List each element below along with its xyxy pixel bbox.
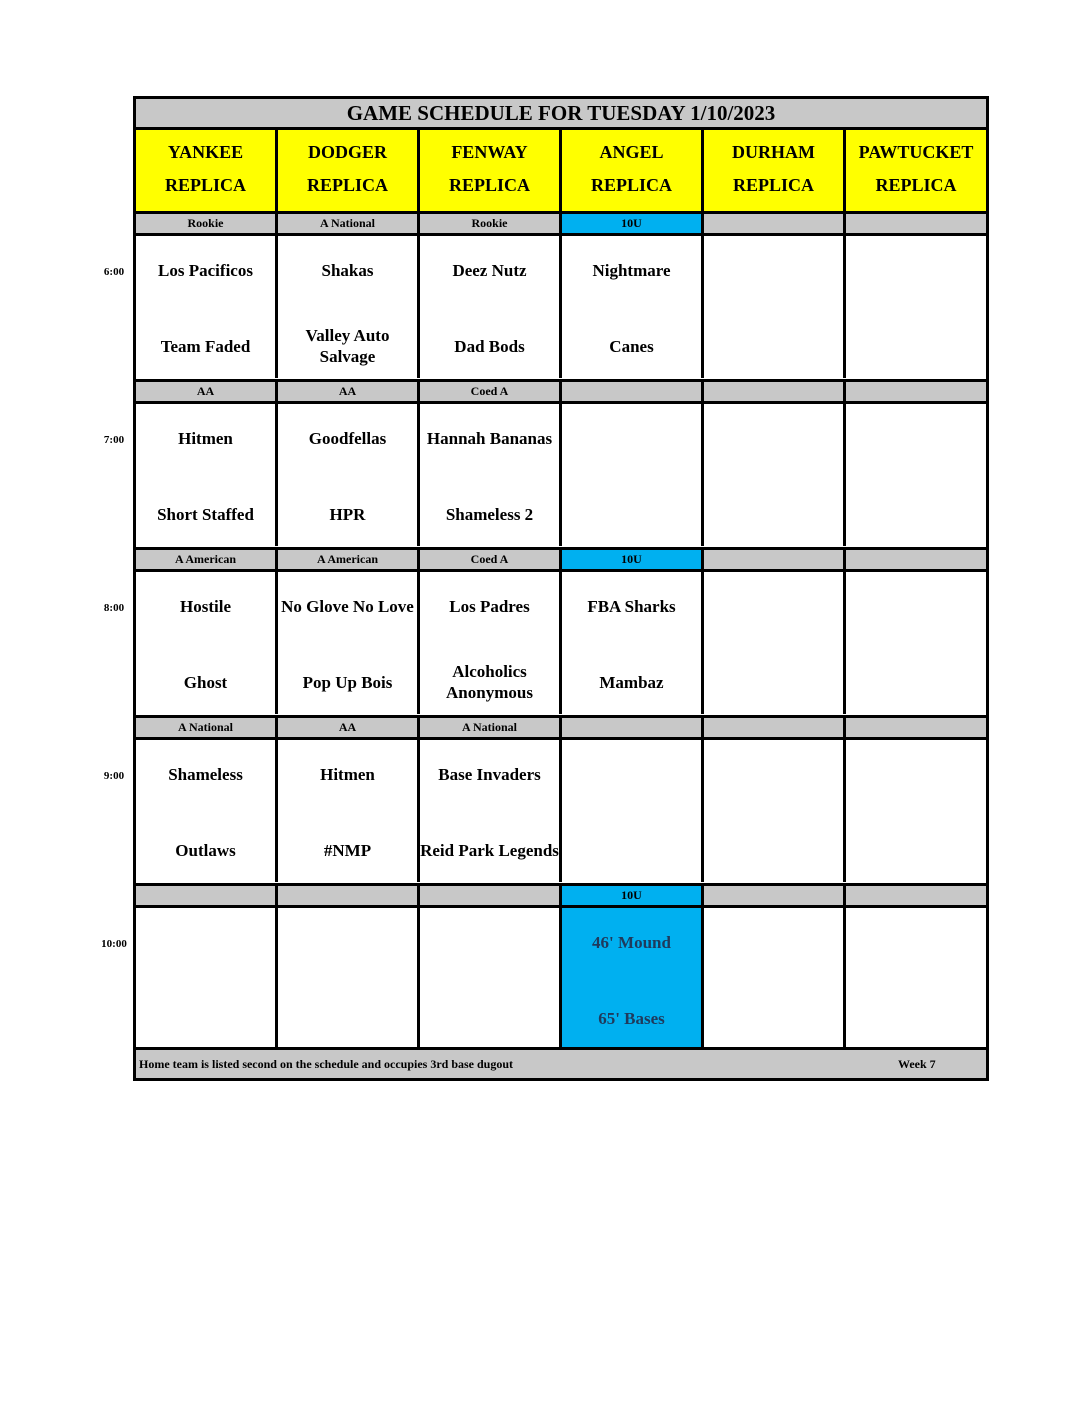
field-header-fenway [420,130,562,214]
home-team [704,828,843,872]
division-label: 10U [562,211,704,236]
home-team [846,324,986,368]
game-cell [562,236,704,378]
home-team [704,660,843,704]
away-team [562,418,701,458]
away-team [704,418,843,458]
away-team: Base Invaders [438,764,541,784]
game-cell [420,572,562,714]
game-cell [846,236,986,378]
division-label: A American [278,547,420,572]
game-cell [136,908,278,1050]
home-team [846,492,986,536]
away-team [846,922,986,962]
home-team [704,324,843,368]
footer-note: Home team is listed second on the schedule and occupies 3rd base dugout [139,1057,514,1071]
game-cell [704,740,846,882]
home-team: Dad Bods [454,336,525,356]
away-team [704,250,843,290]
division-label [704,379,846,404]
game-cell [136,404,278,546]
game-cell [846,908,986,1050]
game-cell [704,572,846,714]
away-team [562,754,701,794]
home-team: Ghost [183,672,228,692]
division-label [704,547,846,572]
field-subtitle: REPLICA [590,175,672,195]
game-cell [846,404,986,546]
home-team: Pop Up Bois [302,672,393,692]
away-team: FBA Sharks [587,596,676,616]
away-team: Goodfellas [308,428,387,448]
division-label [420,883,562,908]
game-cell [704,404,846,546]
division-label [846,883,986,908]
field-header-yankee [136,130,278,214]
time-label: 7:00 [103,434,125,446]
field-subtitle: REPLICA [875,175,957,195]
game-cell [420,740,562,882]
home-team: 65' Bases [598,1008,665,1028]
field-header-pawtucket [846,130,986,214]
division-label [704,211,846,236]
division-label: AA [136,379,278,404]
game-cell [420,236,562,378]
away-team: 46' Mound [592,932,671,952]
home-team: Outlaws [175,840,236,860]
field-header-angel [562,130,704,214]
field-name: YANKEE [167,142,244,162]
away-team [278,922,417,962]
game-cell [278,908,420,1050]
game-cell [278,572,420,714]
division-label [846,211,986,236]
home-team: Valley Auto Salvage [305,326,390,366]
game-cell [704,908,846,1050]
home-team: Mambaz [599,672,664,692]
division-label [846,715,986,740]
away-team: Hostile [180,596,231,616]
home-team: Canes [609,336,654,356]
away-team [846,250,986,290]
game-cell [562,404,704,546]
week-label: Week 7 [898,1057,936,1071]
away-team [136,922,275,962]
field-name: DODGER [307,142,387,162]
division-label [846,379,986,404]
away-team: Nightmare [592,260,671,280]
game-cell [846,572,986,714]
field-subtitle: REPLICA [164,175,246,195]
division-label: A American [136,547,278,572]
field-header-durham [704,130,846,214]
time-label: 8:00 [103,602,125,614]
field-subtitle: REPLICA [732,175,814,195]
away-team: Los Pacificos [158,260,253,280]
away-team: No Glove No Love [281,596,414,616]
home-team [846,660,986,704]
game-cell [562,572,704,714]
game-cell [846,740,986,882]
home-team: HPR [329,504,366,524]
home-team [420,996,559,1040]
home-team [704,492,843,536]
away-team [704,922,843,962]
field-subtitle: REPLICA [448,175,530,195]
time-label: 9:00 [103,770,125,782]
away-team [704,754,843,794]
home-team [704,996,843,1040]
division-label: Rookie [136,211,278,236]
home-team: Reid Park Legends [420,840,559,860]
division-label: AA [278,715,420,740]
division-label: Coed A [420,547,562,572]
home-team: #NMP [323,840,372,860]
away-team: Deez Nutz [452,260,527,280]
home-team: Shameless 2 [445,504,534,524]
schedule-title: GAME SCHEDULE FOR TUESDAY 1/10/2023 [136,99,986,130]
game-cell [420,908,562,1050]
game-cell [420,404,562,546]
division-label: 10U [562,547,704,572]
time-label: 6:00 [103,266,125,278]
home-team [136,996,275,1040]
away-team: Hitmen [178,428,233,448]
division-label [136,883,278,908]
home-team: Team Faded [160,336,251,356]
schedule-footer [136,1047,986,1078]
field-name: FENWAY [451,142,528,162]
game-cell [136,236,278,378]
away-team: Shakas [321,260,374,280]
division-label: Coed A [420,379,562,404]
game-cell [278,404,420,546]
home-team: Alcoholics Anonymous [446,662,533,702]
away-team [704,586,843,626]
game-cell [136,572,278,714]
game-cell [278,740,420,882]
division-label [562,715,704,740]
division-label [704,715,846,740]
away-team [846,418,986,458]
time-label: 10:00 [101,938,127,950]
division-label [846,547,986,572]
division-label [562,379,704,404]
field-name: PAWTUCKET [858,142,974,162]
away-team: Los Padres [449,596,530,616]
division-label: A National [136,715,278,740]
home-team [278,996,417,1040]
division-label [278,883,420,908]
away-team: Hitmen [320,764,375,784]
field-subtitle: REPLICA [306,175,388,195]
game-cell [704,236,846,378]
game-cell [562,740,704,882]
home-team [846,828,986,872]
game-cell [562,908,704,1050]
division-label: Rookie [420,211,562,236]
division-label: A National [420,715,562,740]
away-team: Shameless [168,764,243,784]
field-name: ANGEL [599,142,664,162]
away-team [846,754,986,794]
division-label: 10U [562,883,704,908]
away-team: Hannah Bananas [426,428,553,448]
home-team [562,828,701,872]
away-team [846,586,986,626]
division-label: AA [278,379,420,404]
field-name: DURHAM [732,142,815,162]
schedule-table [133,96,989,1081]
home-team: Short Staffed [157,504,254,524]
away-team [420,922,559,962]
division-label [704,883,846,908]
home-team [562,492,701,536]
game-cell [136,740,278,882]
field-header-dodger [278,130,420,214]
game-cell [278,236,420,378]
home-team [846,996,986,1040]
division-label: A National [278,211,420,236]
